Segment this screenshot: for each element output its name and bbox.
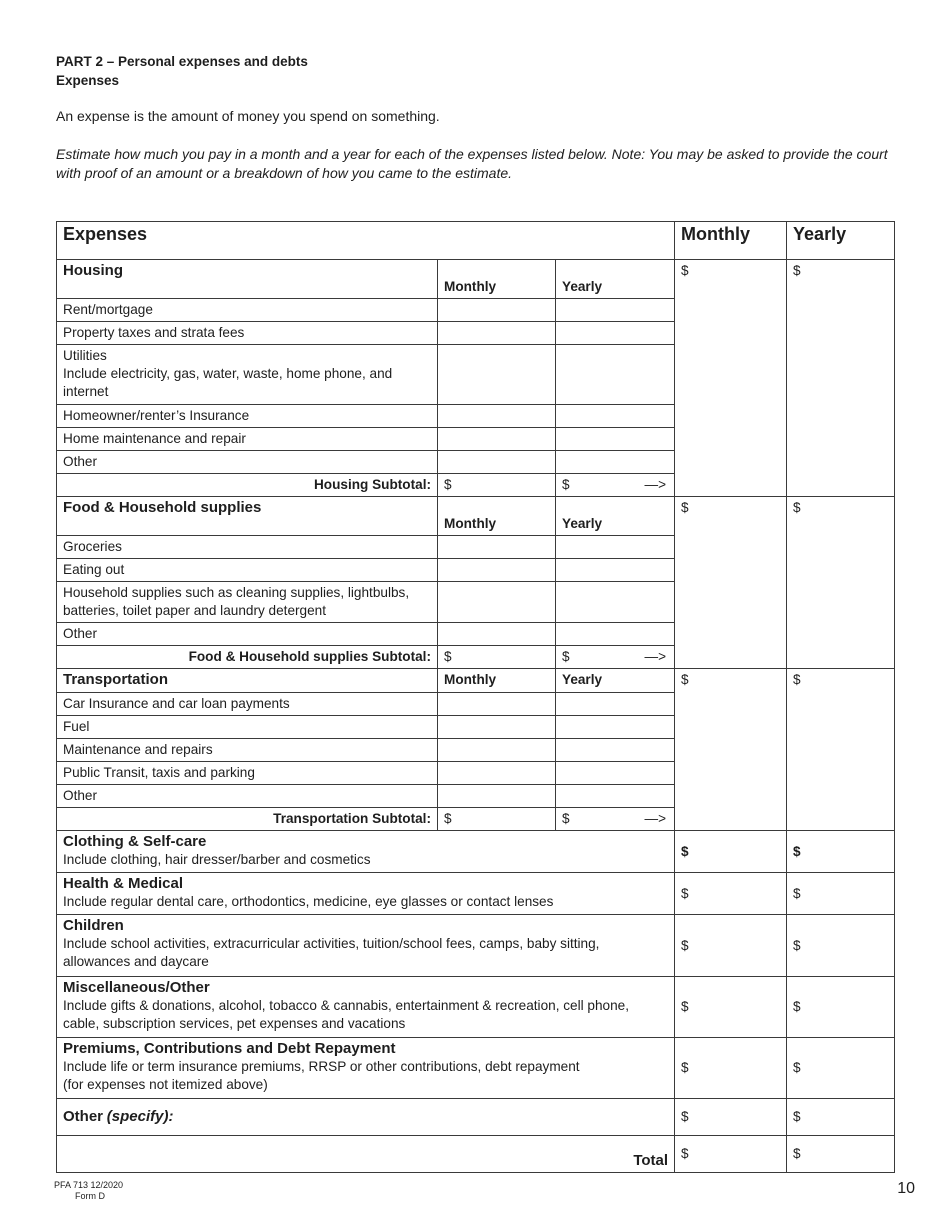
utilities-note: Include electricity, gas, water, waste, home phone, and internet [63, 366, 393, 399]
misc-monthly[interactable]: $ [675, 977, 787, 1038]
other-yearly[interactable]: $ [787, 1099, 895, 1136]
monthly-field[interactable] [438, 536, 556, 559]
yearly-field[interactable] [556, 582, 675, 623]
transportation-subtotal-label: Transportation Subtotal: [57, 808, 438, 831]
food-heading: Food & Household supplies [57, 497, 438, 536]
expense-label: Other [57, 451, 438, 474]
monthly-column-header: Monthly [675, 222, 787, 260]
monthly-field[interactable] [438, 785, 556, 808]
total-yearly[interactable]: $ [787, 1136, 895, 1173]
expense-label: Other [57, 785, 438, 808]
monthly-field[interactable] [438, 739, 556, 762]
expense-label: Household supplies such as cleaning supplies, lightbulbs, batteries, toilet paper and laundry detergent [57, 582, 438, 623]
total-label: Total [57, 1136, 675, 1173]
food-yearly-header: Yearly [556, 497, 675, 536]
intro-text: An expense is the amount of money you spend on something. [56, 108, 440, 124]
housing-monthly-header: Monthly [438, 260, 556, 299]
transportation-subtotal-yearly[interactable]: $ —> [556, 808, 675, 831]
yearly-column-header: Yearly [787, 222, 895, 260]
form-number: PFA 713 12/2020 [54, 1180, 124, 1190]
section-heading: Expenses [56, 73, 120, 88]
instructions-text: Estimate how much you pay in a month and a year for each of the expenses listed below. Note: You may be asked to provide the court with proof of an amount or a breakdown of how you came to the estimate. [56, 146, 888, 181]
premiums-cell: Premiums, Contributions and Debt Repayment Include life or term insurance premiums, RRSP or other contributions, debt repayment (for expenses not itemized above) [57, 1038, 675, 1099]
expense-label: Home maintenance and repair [57, 428, 438, 451]
expense-label: Rent/mortgage [57, 299, 438, 322]
arrow-icon: —> [644, 649, 667, 664]
monthly-field[interactable] [438, 451, 556, 474]
page-number: 10 [897, 1180, 915, 1197]
housing-subtotal-monthly[interactable]: $ [438, 474, 556, 497]
monthly-field[interactable] [438, 559, 556, 582]
food-subtotal-label: Food & Household supplies Subtotal: [57, 646, 438, 669]
form-name: Form D [75, 1191, 105, 1201]
monthly-field[interactable] [438, 762, 556, 785]
yearly-field[interactable] [556, 536, 675, 559]
housing-subtotal-yearly[interactable]: $ —> [556, 474, 675, 497]
arrow-icon: —> [644, 811, 667, 826]
transportation-subtotal-monthly[interactable]: $ [438, 808, 556, 831]
clothing-monthly[interactable]: $ [675, 831, 787, 873]
children-monthly[interactable]: $ [675, 915, 787, 977]
other-specify-cell[interactable]: Other (specify): [57, 1099, 675, 1136]
yearly-field[interactable] [556, 762, 675, 785]
part-heading: PART 2 – Personal expenses and debts [56, 54, 308, 69]
arrow-icon: —> [644, 477, 667, 492]
housing-yearly-header: Yearly [556, 260, 675, 299]
transportation-heading: Transportation [57, 669, 438, 693]
yearly-field[interactable] [556, 785, 675, 808]
children-cell: Children Include school activities, extracurricular activities, tuition/school fees, camps, baby sitting, allowances and daycare [57, 915, 675, 977]
monthly-field[interactable] [438, 693, 556, 716]
housing-yearly-total[interactable]: $ [787, 260, 895, 497]
yearly-field[interactable] [556, 451, 675, 474]
form-code [54, 1180, 123, 1202]
transportation-yearly-header: Yearly [556, 669, 675, 693]
health-monthly[interactable]: $ [675, 873, 787, 915]
yearly-field[interactable] [556, 716, 675, 739]
total-monthly[interactable]: $ [675, 1136, 787, 1173]
children-yearly[interactable]: $ [787, 915, 895, 977]
utilities-cell [57, 345, 438, 405]
yearly-field[interactable] [556, 623, 675, 646]
expense-label: Utilities [63, 348, 107, 363]
transportation-monthly-header: Monthly [438, 669, 556, 693]
transportation-yearly-total[interactable]: $ [787, 669, 895, 831]
expense-label: Eating out [57, 559, 438, 582]
monthly-field[interactable] [438, 716, 556, 739]
expense-label: Public Transit, taxis and parking [57, 762, 438, 785]
food-monthly-header: Monthly [438, 497, 556, 536]
expense-label: Car Insurance and car loan payments [57, 693, 438, 716]
monthly-field[interactable] [438, 345, 556, 405]
food-yearly-total[interactable]: $ [787, 497, 895, 669]
misc-cell: Miscellaneous/Other Include gifts & donations, alcohol, tobacco & cannabis, entertainment & recreation, cell phone, cable, subscription services, pet expenses and vacations [57, 977, 675, 1038]
monthly-field[interactable] [438, 623, 556, 646]
housing-heading: Housing [57, 260, 438, 299]
part-title [56, 52, 308, 90]
food-subtotal-monthly[interactable]: $ [438, 646, 556, 669]
yearly-field[interactable] [556, 322, 675, 345]
clothing-yearly[interactable]: $ [787, 831, 895, 873]
health-cell: Health & Medical Include regular dental care, orthodontics, medicine, eye glasses or contact lenses [57, 873, 675, 915]
expense-label: Property taxes and strata fees [57, 322, 438, 345]
expenses-table [56, 221, 895, 1173]
expense-label: Fuel [57, 716, 438, 739]
yearly-field[interactable] [556, 693, 675, 716]
monthly-field[interactable] [438, 405, 556, 428]
misc-yearly[interactable]: $ [787, 977, 895, 1038]
yearly-field[interactable] [556, 405, 675, 428]
monthly-field[interactable] [438, 428, 556, 451]
expense-label: Maintenance and repairs [57, 739, 438, 762]
housing-subtotal-label: Housing Subtotal: [57, 474, 438, 497]
food-monthly-total[interactable]: $ [675, 497, 787, 669]
monthly-field[interactable] [438, 322, 556, 345]
yearly-field[interactable] [556, 345, 675, 405]
clothing-cell: Clothing & Self-care Include clothing, hair dresser/barber and cosmetics [57, 831, 675, 873]
expense-label: Groceries [57, 536, 438, 559]
yearly-field[interactable] [556, 299, 675, 322]
transportation-monthly-total[interactable]: $ [675, 669, 787, 831]
yearly-field[interactable] [556, 559, 675, 582]
monthly-field[interactable] [438, 299, 556, 322]
food-subtotal-yearly[interactable]: $ —> [556, 646, 675, 669]
expense-label: Other [57, 623, 438, 646]
premiums-yearly[interactable]: $ [787, 1038, 895, 1099]
other-monthly[interactable]: $ [675, 1099, 787, 1136]
premiums-monthly[interactable]: $ [675, 1038, 787, 1099]
yearly-field[interactable] [556, 428, 675, 451]
expense-label: Homeowner/renter’s Insurance [57, 405, 438, 428]
health-yearly[interactable]: $ [787, 873, 895, 915]
yearly-field[interactable] [556, 739, 675, 762]
expenses-column-header: Expenses [57, 222, 675, 260]
monthly-field[interactable] [438, 582, 556, 623]
housing-monthly-total[interactable]: $ [675, 260, 787, 497]
